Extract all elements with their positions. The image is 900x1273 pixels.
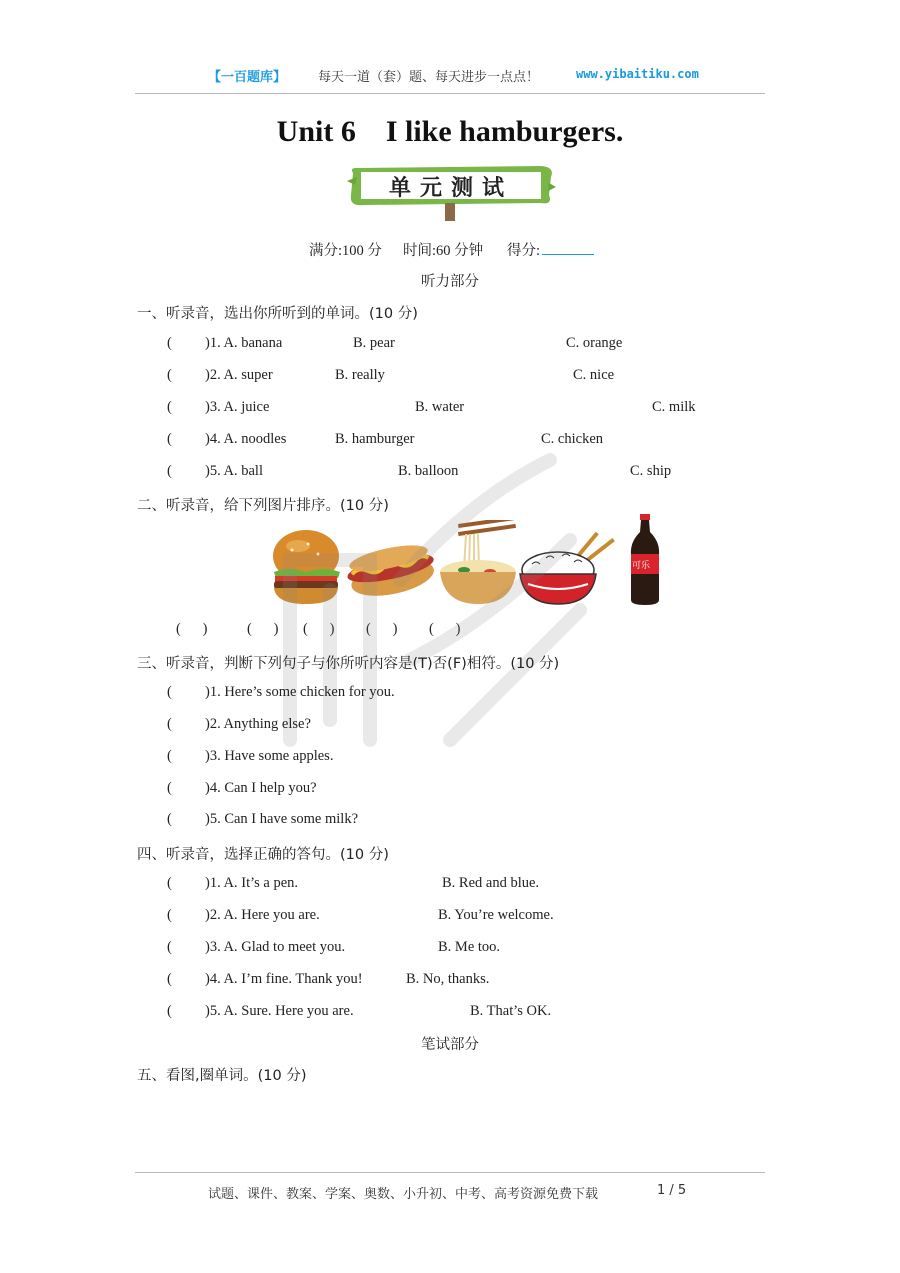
s1-q2-paren[interactable]: ( bbox=[167, 367, 172, 383]
cola-label: 可乐 bbox=[632, 561, 651, 571]
s4-q5-b: B. That’s OK. bbox=[470, 1003, 552, 1019]
s3-q5-text: )5. Can I have some milk? bbox=[205, 811, 359, 827]
section-5-title: 五、看图,圈单词。(10 分) bbox=[137, 1068, 307, 1084]
page-title: Unit 6 I like hamburgers. bbox=[276, 115, 624, 148]
s1-q4-c: C. chicken bbox=[541, 431, 604, 447]
s1-q4-paren[interactable]: ( bbox=[167, 431, 172, 447]
s4-q1-b: B. Red and blue. bbox=[442, 875, 540, 891]
header-divider bbox=[135, 93, 765, 94]
s4-q3-b: B. Me too. bbox=[438, 939, 501, 955]
s2-blank-5[interactable]: ( ) bbox=[429, 621, 461, 637]
s3-q4-paren[interactable]: ( bbox=[167, 780, 172, 796]
page-number: 1 / 5 bbox=[657, 1183, 687, 1198]
s4-q2-paren[interactable]: ( bbox=[167, 907, 172, 923]
score-blank[interactable] bbox=[542, 254, 594, 255]
s3-q5-paren[interactable]: ( bbox=[167, 811, 172, 827]
time-limit: 时间:60 分钟 bbox=[403, 243, 484, 259]
unit-test-banner bbox=[345, 163, 557, 209]
s3-q1-paren[interactable]: ( bbox=[167, 684, 172, 700]
s2-blank-1[interactable]: ( ) bbox=[176, 621, 208, 637]
s1-q1-a: )1. A. banana bbox=[205, 335, 283, 351]
section-3-title: 三、听录音，判断下列句子与你所听内容是(T)否(F)相符。(10 分) bbox=[137, 656, 560, 672]
s1-q4-a: )4. A. noodles bbox=[205, 431, 287, 447]
s4-q4-paren[interactable]: ( bbox=[167, 971, 172, 987]
s4-q5-paren[interactable]: ( bbox=[167, 1003, 172, 1019]
s4-q2-a: )2. A. Here you are. bbox=[205, 907, 320, 923]
s4-q3-a: )3. A. Glad to meet you. bbox=[205, 939, 346, 955]
s4-q2-b: B. You’re welcome. bbox=[438, 907, 554, 923]
s1-q5-c: C. ship bbox=[630, 463, 672, 479]
section-2-title: 二、听录音，给下列图片排序。(10 分) bbox=[137, 498, 389, 514]
score-label: 得分: bbox=[507, 243, 541, 259]
s3-q3-text: )3. Have some apples. bbox=[205, 748, 334, 764]
section-4-title: 四、听录音，选择正确的答句。(10 分) bbox=[137, 847, 389, 863]
s4-q3-paren[interactable]: ( bbox=[167, 939, 172, 955]
s1-q1-paren[interactable]: ( bbox=[167, 335, 172, 351]
s4-q4-b: B. No, thanks. bbox=[406, 971, 490, 987]
footer-text: 试题、课件、教案、学案、奥数、小升初、中考、高考资源免费下载 bbox=[208, 1187, 599, 1202]
s3-q2-text: )2. Anything else? bbox=[205, 716, 311, 732]
s1-q5-b: B. balloon bbox=[398, 463, 459, 479]
s2-blank-4[interactable]: ( ) bbox=[366, 621, 398, 637]
s2-blank-2[interactable]: ( ) bbox=[247, 621, 279, 637]
section-1-title: 一、听录音，选出你所听到的单词。(10 分) bbox=[137, 306, 418, 322]
header-url[interactable]: www.yibaitiku.com bbox=[576, 67, 699, 81]
s3-q4-text: )4. Can I help you? bbox=[205, 780, 317, 796]
s4-q4-a: )4. A. I’m fine. Thank you! bbox=[205, 971, 363, 987]
s1-q3-paren[interactable]: ( bbox=[167, 399, 172, 415]
footer-divider bbox=[135, 1172, 765, 1173]
part-writing: 笔试部分 bbox=[421, 1037, 479, 1053]
banner-text: 单元测试 bbox=[388, 176, 513, 201]
s1-q2-b: B. really bbox=[335, 367, 385, 383]
s1-q4-b: B. hamburger bbox=[335, 431, 415, 447]
s1-q3-c: C. milk bbox=[652, 399, 696, 415]
s1-q3-b: B. water bbox=[415, 399, 465, 415]
full-score: 满分:100 分 bbox=[309, 243, 382, 259]
s2-blank-3[interactable]: ( ) bbox=[303, 621, 335, 637]
s4-q1-a: )1. A. It’s a pen. bbox=[205, 875, 299, 891]
part-listening: 听力部分 bbox=[421, 274, 479, 290]
s4-q5-a: )5. A. Sure. Here you are. bbox=[205, 1003, 354, 1019]
s1-q2-a: )2. A. super bbox=[205, 367, 273, 383]
s1-q1-b: B. pear bbox=[353, 335, 395, 351]
s1-q1-c: C. orange bbox=[566, 335, 623, 351]
s1-q3-a: )3. A. juice bbox=[205, 399, 270, 415]
s4-q1-paren[interactable]: ( bbox=[167, 875, 172, 891]
header-brand: 【一百题库】 bbox=[208, 70, 287, 85]
s1-q5-a: )5. A. ball bbox=[205, 463, 263, 479]
s3-q1-text: )1. Here’s some chicken for you. bbox=[205, 684, 395, 700]
s1-q2-c: C. nice bbox=[573, 367, 615, 383]
s3-q2-paren[interactable]: ( bbox=[167, 716, 172, 732]
s3-q3-paren[interactable]: ( bbox=[167, 748, 172, 764]
header-slogan: 每天一道（套）题、每天进步一点点！ bbox=[318, 70, 540, 85]
s1-q5-paren[interactable]: ( bbox=[167, 463, 172, 479]
